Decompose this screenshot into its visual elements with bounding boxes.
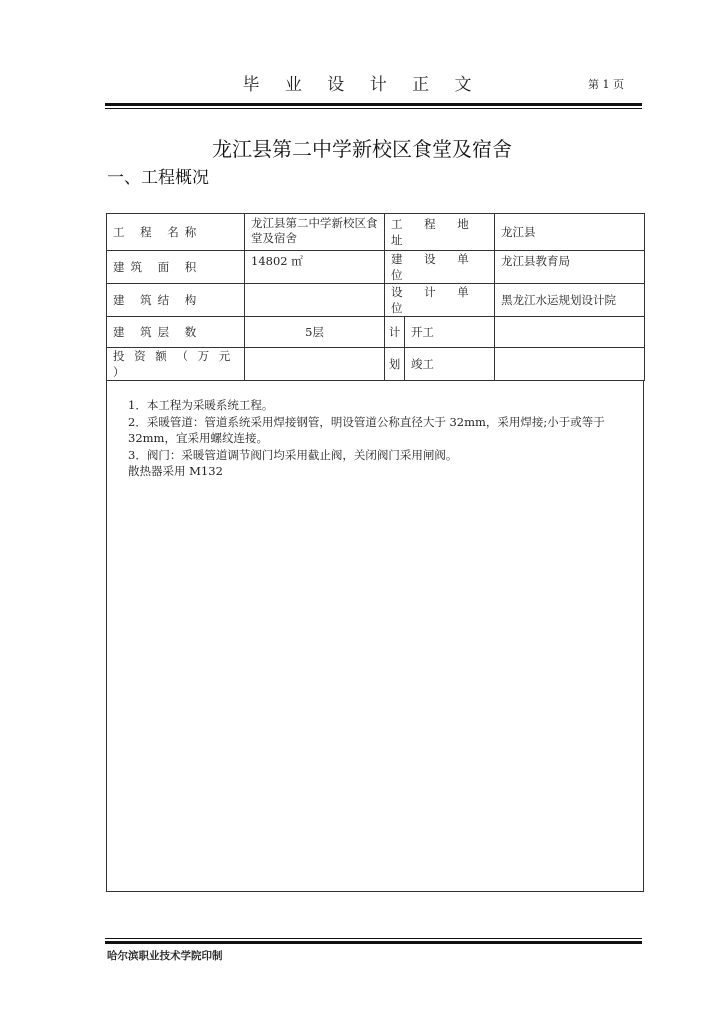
structure-label: 建 筑结 构 (107, 284, 245, 317)
designer-value: 黑龙江水运规划设计院 (495, 284, 645, 317)
table-row (107, 251, 645, 284)
designer-label: 设 计 单 位 (385, 284, 495, 317)
floors-label: 建 筑层 数 (107, 317, 245, 348)
note-item: 1．本工程为采暖系统工程。 (128, 398, 274, 412)
section-heading: 一、工程概况 (107, 168, 209, 188)
page-number: 第 1 页 (588, 78, 624, 91)
project-info-table (106, 213, 644, 381)
table-row (107, 317, 645, 348)
developer-label: 建 设 单 位 (385, 251, 495, 284)
plan-label-top: 计 (385, 317, 405, 348)
finish-label: 竣工 (405, 348, 495, 381)
project-name-value: 龙江县第二中学新校区食堂及宿舍 (245, 214, 385, 251)
project-name-label: 工 程 名称 (107, 214, 245, 251)
note-item: 散热器采用 M132 (128, 464, 223, 478)
footer-text: 哈尔滨职业技术学院印制 (107, 950, 223, 962)
header-rule-thin (105, 108, 642, 109)
building-area-label: 建筑 面 积 (107, 251, 245, 284)
footer-rule-thin (105, 938, 642, 939)
table-row (107, 284, 645, 317)
building-area-value: 14802 ㎡ (245, 251, 385, 284)
investment-value (245, 348, 385, 381)
project-location-value: 龙江县 (495, 214, 645, 251)
project-location-label: 工 程 地 址 (385, 214, 495, 251)
note-item: 3．阀门：采暖管道调节阀门均采用截止阀，关闭阀门采用闸阀。 (128, 447, 458, 462)
floors-value: 5层 (245, 317, 385, 348)
table-row (107, 214, 645, 251)
start-label: 开工 (405, 317, 495, 348)
document-title: 龙江县第二中学新校区食堂及宿舍 (212, 137, 512, 161)
note-item: 2．采暖管道：管道系统采用焊接钢管，明设管道公称直径大于 32mm，采用焊接;小于或等于 32mm，宜采用螺纹连接。 (128, 414, 605, 445)
notes-box (106, 380, 644, 892)
header-rule (105, 103, 642, 106)
footer-rule (105, 941, 642, 944)
notes-list (118, 397, 638, 480)
developer-value: 龙江县教育局 (495, 251, 645, 284)
start-value (495, 317, 645, 348)
table-row (107, 348, 645, 381)
structure-value (245, 284, 385, 317)
investment-label: 投 资 额 （ 万 元 ） (107, 348, 245, 381)
finish-value (495, 348, 645, 381)
plan-label-bottom: 划 (385, 348, 405, 381)
header-title: 毕 业 设 计 正 文 (242, 75, 482, 95)
